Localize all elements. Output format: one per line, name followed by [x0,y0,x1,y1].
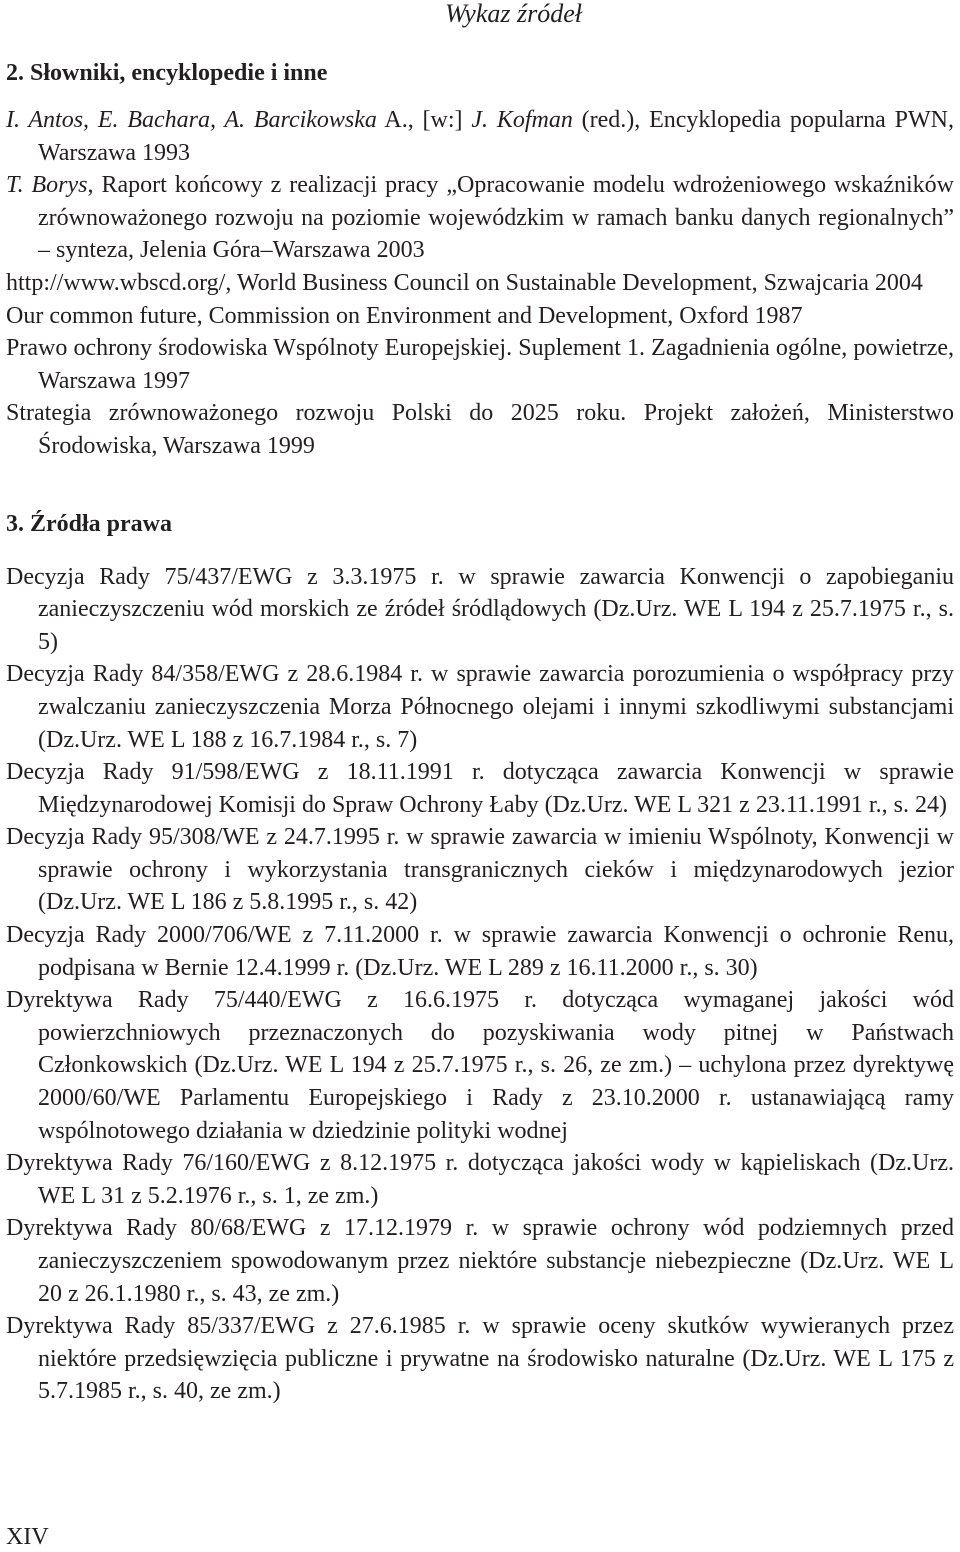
legal-source-entry: Dyrektywa Rady 80/68/EWG z 17.12.1979 r. w sprawie ochrony wód podziemnych przed zanieczyszczeniem spowodowanym przez niektóre substancje niebezpieczne (Dz.Urz. WE L 20 z 26.1.1980 r., s. 43, ze zm.) [6,1215,954,1307]
section-title: 3. Źródła prawa [6,510,173,537]
page-number: XIV [6,1524,49,1550]
legal-source-entry: Decyzja Rady 95/308/WE z 24.7.1995 r. w sprawie zawarcia w imieniu Wspólnoty, Konwencji w sprawie ochrony i wykorzystania transgranicznych cieków i międzynarodowych jezior (Dz.Urz. WE L 186 z 5.8.1995 r., s. 42) [6,824,954,916]
running-head: Wykaz źródeł [445,0,582,28]
entry-text: (red.), Encyklopedia popularna PWN, Warszawa 1993 [38,107,954,166]
entry-authors: I. Antos, E. Bachara, A. Barcikowska [6,107,377,133]
legal-source-entry: Decyzja Rady 91/598/EWG z 18.11.1991 r. dotycząca zawarcia Konwencji w sprawie Międzynarodowej Komisji do Spraw Ochrony Łaby (Dz.Urz. WE L 321 z 23.11.1991 r., s. 24) [6,759,954,818]
section-dictionaries [6,56,954,463]
bibliography-entry: Prawo ochrony środowiska Wspólnoty Europejskiej. Suplement 1. Zagadnienia ogólne, powietrze, Warszawa 1997 [6,335,954,394]
legal-source-entry: Dyrektywa Rady 85/337/EWG z 27.6.1985 r. w sprawie oceny skutków wywieranych przez niektóre przedsięwzięcia publiczne i prywatne na środowisko naturalne (Dz.Urz. WE L 175 z 5.7.1985 r., s. 40, ze zm.) [6,1313,954,1405]
bibliography-entry: http://www.wbscd.org/, World Business Council on Sustainable Development, Szwajcaria 2004 [6,269,923,296]
entry-authors: T. Borys [6,172,88,199]
legal-source-entry: Dyrektywa Rady 76/160/EWG z 8.12.1975 r. dotycząca jakości wody w kąpieliskach (Dz.Urz. WE L 31 z 5.2.1976 r., s. 1, ze zm.) [6,1150,954,1209]
legal-source-entry: Decyzja Rady 2000/706/WE z 7.11.2000 r. w sprawie zawarcia Konwencji o ochronie Renu, podpisana w Bernie 12.4.1999 r. (Dz.Urz. WE L 289 z 16.11.2000 r., s. 30) [6,922,954,981]
entry-text: A., [w:] [376,107,472,133]
legal-source-entry: Dyrektywa Rady 75/440/EWG z 16.6.1975 r. dotycząca wymaganej jakości wód powierzchniowych przeznaczonych do pozyskiwania wody pitnej w Państwach Członkowskich (Dz.Urz. WE L 194 z 25.7.1975 r., s. 26, ze zm.) – uchylona przez dyrektywę 2000/60/WE Parlamentu Europejskiego i Rady z 23.10.2000 r. ustanawiającą ramy wspólnotowego działania w dziedzinie polityki wodnej [6,987,954,1144]
entry-editor: J. Kofman [471,107,573,133]
bibliography-entry [6,104,954,169]
legal-source-entry: Decyzja Rady 84/358/EWG z 28.6.1984 r. w sprawie zawarcia porozumienia o współpracy przy zwalczaniu zanieczyszczenia Morza Północnego olejami i innymi szkodliwymi substancjami (Dz.Urz. WE L 188 z 16.7.1984 r., s. 7) [6,661,954,753]
bibliography [6,56,954,1408]
bibliography-entry: Our common future, Commission on Environment and Development, Oxford 1987 [6,302,803,329]
legal-source-entry: Decyzja Rady 75/437/EWG z 3.3.1975 r. w sprawie zawarcia Konwencji o zapobieganiu zanieczyszczeniu wód morskich ze źródeł śródlądowych (Dz.Urz. WE L 194 z 25.7.1975 r., s. 5) [6,563,954,655]
section-legal-sources [6,507,954,1408]
bibliography-entry: Strategia zrównoważonego rozwoju Polski do 2025 roku. Projekt założeń, Ministerstwo Środowiska, Warszawa 1999 [6,400,954,459]
entry-text: , Raport końcowy z realizacji pracy „Opracowanie modelu wdrożeniowego wskaźników zrównoważonego rozwoju na poziomie wojewódzkim w ramach banku danych regionalnych” – synteza, Jelenia Góra–Warszawa 2003 [38,172,955,264]
section-title: 2. Słowniki, encyklopedie i inne [6,60,328,86]
bibliography-entry [6,169,954,267]
